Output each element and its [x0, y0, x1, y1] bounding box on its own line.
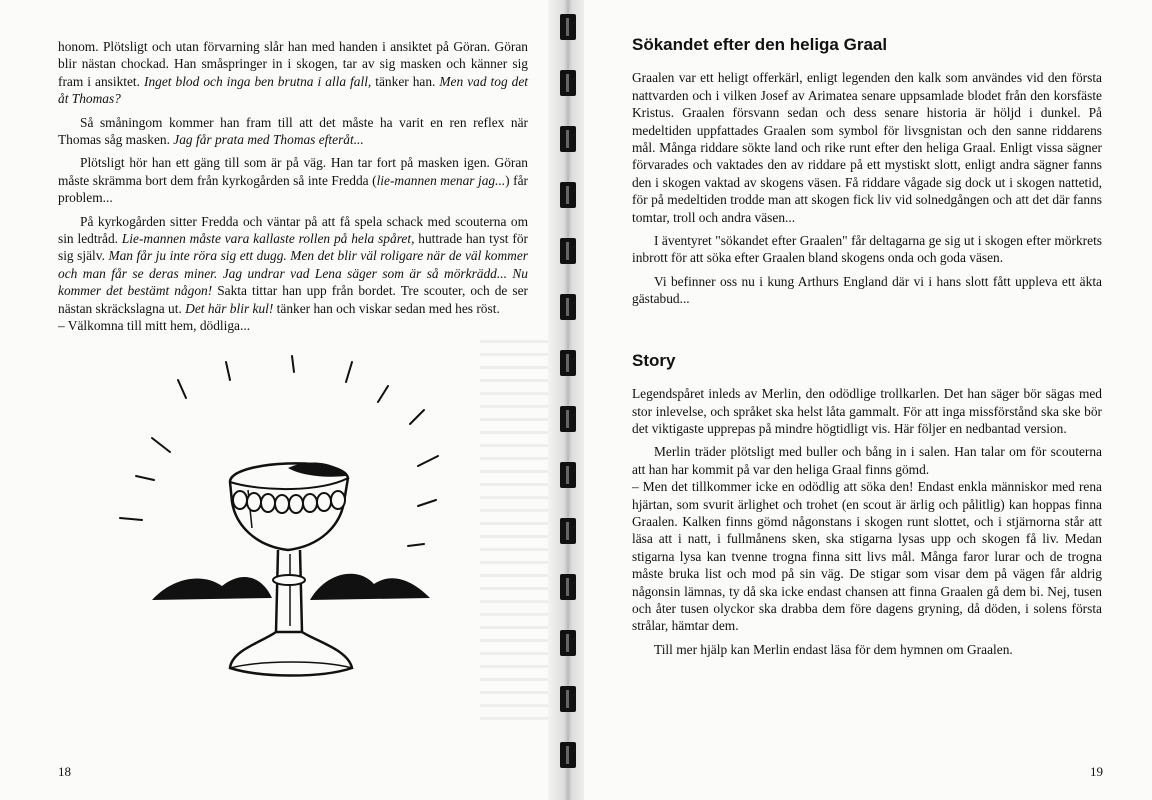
text-run: huttrade han tyst för sig själv.: [58, 231, 528, 264]
page-number-right: 19: [1090, 764, 1103, 779]
italic-text: Inget blod och inga ben brutna i alla fall,: [144, 73, 372, 89]
text-run: ) får problem...: [58, 172, 528, 206]
bleed-through-text: [480, 330, 550, 730]
binding-coil: [560, 574, 576, 600]
paragraph: Vi befinner oss nu i kung Arthurs England där vi i hans slott fått uppleva ett äkta gästabud...: [632, 273, 1102, 307]
text-run: tänker han och viskar sedan med hes röst.: [273, 300, 500, 316]
binding-coil: [560, 14, 576, 40]
book-gutter: [548, 0, 588, 800]
italic-text: lie-mannen menar jag...: [376, 172, 506, 188]
paragraph: [58, 114, 528, 149]
binding-coil: [560, 742, 576, 768]
binding-coil: [560, 182, 576, 208]
paragraph: Merlin träder plötsligt med buller och bång in i salen. Han talar om för scouterna att han har kommit på var den heliga Graal finns gömd. – Men det tillkommer icke en odödlig att söka den! Endast enkla människor med rena hjärtan, som svurit ärlighet och trohet (en scout är ärlig och pålitlig) kan hoppas finna Graalen. Kalken finns gömd någonstans i skogen runt slottet, och i stjärnorna står att läsa att i natt, i fullmånens sken, ska stigarna lysas upp och skogen få liv. Medan stigarna lysa kan tvenne trogna finna sitt livs mål. Många faror lurar och de trogna måste bruka list och mod på sin väg. De stigar som visar dem på vägen får aldrig någonsin lämnas, ty då ska icke endast chansen att finna Graalen gå dem bi. Nej, tusen och åter tusen olyckor ska drabba dem före dagens gryning, då döden, i solens första strålar, hämtar dem.: [632, 444, 1102, 634]
section-heading-grail: Sökandet efter den heliga Graal: [632, 35, 888, 54]
paragraph: [58, 38, 528, 108]
binding-coil: [560, 462, 576, 488]
binding-coil: [560, 406, 576, 432]
binding-coil: [560, 238, 576, 264]
binding-coil: [560, 70, 576, 96]
dialogue-line: – Välkomna till mitt hem, dödliga...: [58, 318, 251, 334]
paragraph: Till mer hjälp kan Merlin endast läsa för dem hymnen om Graalen.: [654, 641, 1013, 657]
binding-coil: [560, 126, 576, 152]
italic-text: Men vad tog det åt Thomas?: [58, 73, 529, 107]
italic-text: Lie-mannen måste vara kallaste rollen på hela spåret,: [121, 231, 415, 247]
left-page: [0, 0, 566, 800]
paragraph: I äventyret "sökandet efter Graalen" får deltagarna ge sig ut i skogen efter mörkrets inbrott för att söka efter Graalen bland skogens onda och goda väsen.: [632, 233, 1102, 266]
italic-text: Det här blir kul!: [185, 300, 274, 316]
left-page-text: [58, 38, 528, 341]
binding-coil: [560, 630, 576, 656]
text-run: tänker han.: [371, 73, 440, 89]
text-run: Plötsligt hör han ett gäng till som är på väg. Han tar fort på masken igen. Göran måste skrämma bort dem från kyrkogården så inte Fredda (: [58, 155, 528, 188]
paragraph: [58, 213, 528, 335]
paragraph: [58, 154, 528, 206]
italic-text: Jag får prata med Thomas efteråt...: [173, 132, 364, 148]
page-number-left: 18: [58, 764, 71, 779]
binding-coil: [560, 686, 576, 712]
text-run: På kyrkogården sitter Fredda och väntar på att få spela schack med scouterna om sin ledtråd.: [58, 213, 528, 247]
binding-coil: [560, 294, 576, 320]
text-run: Så småningom kommer han fram till att det måste ha varit en ren reflex när Thomas såg masken.: [58, 114, 528, 148]
text-run: honom. Plötsligt och utan förvarning slår han med handen i ansiktet på Göran. Göran blir nästan chockad. Han småspringer in i skogen, tar av sig masken och känner sig fram i ansiktet.: [58, 39, 528, 89]
text-run: Sakta tittar han upp från bordet. Tre scouter, och de ser nästan skräckslagna ut.: [58, 283, 528, 316]
chalice-illustration: [112, 350, 452, 690]
right-page-text: [632, 30, 1102, 664]
paragraph: Graalen var ett heligt offerkärl, enligt legenden den kalk som användes vid den första nattvarden och i vilken Josef av Arimatea senare uppsamlade blodet från den korsfäste Kristus. Graalen försvann sedan och dess senare historia är höljd i dunkel. På medeltiden uppfattades Graalen som symbol för livsgnistan och den sanne riddarens mål. Många riddare sökte land och rike runt efter den heliga Graal. Enligt vissa sägner förvarades och vaktades den av riddare på ett mystiskt slott, enligt andra sägner fanns den i skogen vaktad av skogens väsen. Få riddare vågade sig dock ut i skogen nattetid, för på medeltiden trodde man att skogen fick liv vid solnedgången och att det där fanns tomtar, troll och andra väsen...: [632, 70, 1102, 225]
binding-coil: [560, 518, 576, 544]
section-heading-story: Story: [632, 350, 676, 370]
binding-coil: [560, 350, 576, 376]
italic-text: Man får ju inte röra sig ett dugg. Men det blir väl roligare när de väl kommer och man får se deras miner. Jag undrar vad Lena säger som är så mörkrädd... Nu kommer det bestämt någon!: [58, 248, 528, 299]
paragraph: Legendspåret inleds av Merlin, den odödlige trollkarlen. Det han säger bör sägas med stor inlevelse, och språket ska helst låta gammalt. För att inga missförstånd ska ske bör det viktigaste upprepas på mindre högtidligt vis. Här följer en nedbantad version.: [632, 386, 1102, 436]
